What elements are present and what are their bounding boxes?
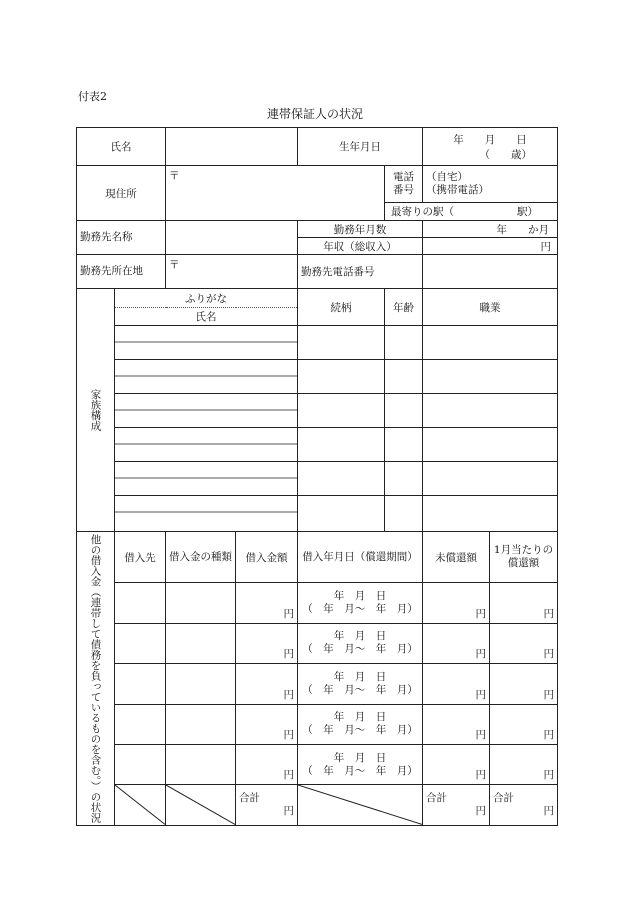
family-relation-cell[interactable]	[298, 394, 385, 428]
employer-address-label: 勤務先所在地	[77, 255, 166, 289]
occupation-header: 職業	[423, 289, 558, 326]
family-section-label: 家族構成	[77, 289, 115, 532]
loan-amount-total[interactable]	[236, 785, 298, 825]
family-age-cell[interactable]	[385, 360, 423, 394]
loan-row	[77, 744, 558, 784]
station-field[interactable]: 最寄りの駅（ 駅）	[385, 203, 558, 221]
family-occupation-cell[interactable]	[423, 428, 558, 462]
loan-row	[77, 623, 558, 663]
employer-field[interactable]	[166, 221, 298, 255]
family-relation-cell[interactable]	[298, 360, 385, 394]
annex-label: 付表2	[78, 90, 107, 103]
family-name-header: 氏名	[115, 308, 298, 326]
employer-phone-label: 勤務先電話番号	[298, 255, 423, 289]
family-name-cell[interactable]	[115, 462, 298, 496]
phone-mobile: （携帯電話）	[426, 184, 489, 196]
outstanding-cell[interactable]: 円	[423, 704, 490, 744]
total-label: 合計	[239, 791, 260, 804]
lender-cell[interactable]	[115, 623, 166, 663]
loan-type-cell[interactable]	[166, 704, 236, 744]
family-occupation-cell[interactable]	[423, 326, 558, 360]
total-label: 合計	[426, 791, 447, 804]
outstanding-cell[interactable]: 円	[423, 664, 490, 704]
monthly-repay-header: 1月当たりの償還額	[490, 532, 558, 583]
outstanding-header: 未償還額	[423, 532, 490, 583]
loan-date-cell[interactable]: 年 月 日 （ 年 月～ 年 月）	[298, 744, 423, 784]
loan-date-total-blank	[298, 785, 423, 825]
employer-label: 勤務先名称	[77, 221, 166, 255]
loan-date-cell[interactable]: 年 月 日 （ 年 月～ 年 月）	[298, 664, 423, 704]
loans-section-label: 他の借入金（連帯して債務を負っているものを含む。）の状況	[77, 532, 115, 826]
loan-amount-cell[interactable]: 円	[236, 744, 298, 784]
loan-type-cell[interactable]	[166, 744, 236, 784]
phone-field[interactable]	[423, 166, 558, 203]
loan-date-header: 借入年月日（償還期間）	[298, 532, 423, 583]
family-occupation-cell[interactable]	[423, 394, 558, 428]
outstanding-total[interactable]	[423, 785, 490, 825]
family-age-cell[interactable]	[385, 496, 423, 532]
total-yen: 円	[543, 805, 554, 818]
family-age-header: 年齢	[385, 289, 423, 326]
family-occupation-cell[interactable]	[423, 360, 558, 394]
family-age-cell[interactable]	[385, 428, 423, 462]
birth-label: 生年月日	[298, 128, 423, 166]
family-name-cell[interactable]	[115, 326, 298, 360]
family-age-cell[interactable]	[385, 326, 423, 360]
years-label: 勤務年月数	[298, 221, 423, 238]
loan-type-cell[interactable]	[166, 623, 236, 663]
outstanding-cell[interactable]: 円	[423, 623, 490, 663]
postal-mark: 〒	[169, 170, 180, 182]
loan-type-total-blank	[166, 785, 236, 825]
loan-row	[77, 664, 558, 704]
family-relation-cell[interactable]	[298, 496, 385, 532]
lender-cell[interactable]	[115, 704, 166, 744]
guarantor-form	[76, 127, 558, 826]
birth-field[interactable]	[423, 128, 558, 166]
family-age-cell[interactable]	[385, 462, 423, 496]
loan-amount-cell[interactable]: 円	[236, 623, 298, 663]
monthly-repay-cell[interactable]: 円	[490, 704, 558, 744]
income-label: 年収（総収入）	[298, 238, 423, 255]
outstanding-cell[interactable]: 円	[423, 583, 490, 623]
loan-row	[77, 704, 558, 744]
employer-phone-field[interactable]	[423, 255, 558, 289]
name-label: 氏名	[77, 128, 166, 166]
loan-amount-cell[interactable]: 円	[236, 664, 298, 704]
loan-amount-cell[interactable]: 円	[236, 704, 298, 744]
family-occupation-cell[interactable]	[423, 496, 558, 532]
loan-date-cell[interactable]: 年 月 日 （ 年 月～ 年 月）	[298, 704, 423, 744]
address-label: 現住所	[77, 166, 166, 221]
family-relation-cell[interactable]	[298, 462, 385, 496]
family-name-cell[interactable]	[115, 394, 298, 428]
postal-mark: 〒	[169, 259, 180, 271]
years-field[interactable]: 年 か月	[423, 221, 558, 238]
loan-type-header: 借入金の種類	[166, 532, 236, 583]
phone-label: 電話番号	[385, 166, 423, 203]
monthly-repay-cell[interactable]: 円	[490, 623, 558, 663]
address-field[interactable]	[166, 166, 385, 221]
family-relation-cell[interactable]	[298, 326, 385, 360]
loan-row	[77, 583, 558, 623]
family-relation-cell[interactable]	[298, 428, 385, 462]
loan-amount-cell[interactable]: 円	[236, 583, 298, 623]
birth-ymd: 年 月 日	[453, 133, 527, 146]
lender-cell[interactable]	[115, 583, 166, 623]
furigana-header: ふりがな	[115, 289, 298, 308]
family-occupation-cell[interactable]	[423, 462, 558, 496]
monthly-repay-total[interactable]	[490, 785, 558, 825]
family-name-cell[interactable]	[115, 428, 298, 462]
monthly-repay-cell[interactable]: 円	[490, 744, 558, 784]
lender-cell[interactable]	[115, 664, 166, 704]
lender-total-blank	[115, 785, 166, 825]
family-age-cell[interactable]	[385, 394, 423, 428]
outstanding-cell[interactable]: 円	[423, 744, 490, 784]
total-yen: 円	[475, 805, 486, 818]
family-name-cell[interactable]	[115, 360, 298, 394]
lender-header: 借入先	[115, 532, 166, 583]
loan-type-cell[interactable]	[166, 583, 236, 623]
total-label: 合計	[493, 791, 514, 804]
total-yen: 円	[283, 805, 294, 818]
loan-type-cell[interactable]	[166, 664, 236, 704]
family-name-cell[interactable]	[115, 496, 298, 532]
employer-address-field[interactable]	[166, 255, 298, 289]
age-value: （ 歳）	[479, 148, 532, 161]
page-title: 連帯保証人の状況	[266, 107, 363, 121]
monthly-repay-cell[interactable]: 円	[490, 583, 558, 623]
income-field[interactable]: 円	[423, 238, 558, 255]
phone-home: （自宅）	[426, 170, 468, 183]
loan-amount-header: 借入金額	[236, 532, 298, 583]
loan-date-cell[interactable]: 年 月 日 （ 年 月～ 年 月）	[298, 583, 423, 623]
monthly-repay-cell[interactable]: 円	[490, 664, 558, 704]
loan-date-cell[interactable]: 年 月 日 （ 年 月～ 年 月）	[298, 623, 423, 663]
lender-cell[interactable]	[115, 744, 166, 784]
name-field[interactable]	[166, 128, 298, 166]
relation-header: 続柄	[298, 289, 385, 326]
